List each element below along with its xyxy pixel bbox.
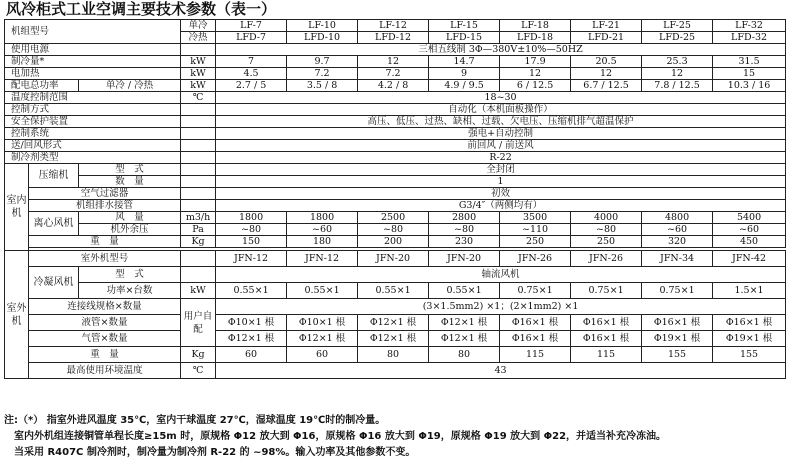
- spec-table: [4, 19, 786, 379]
- model-lf: LF-32: [713, 20, 786, 32]
- cell: 7: [216, 56, 287, 68]
- cell: 12: [642, 68, 713, 80]
- cell: Φ16×1 根: [642, 315, 713, 331]
- cell: 60: [287, 347, 358, 363]
- model-lfd: LFD-10: [287, 32, 358, 44]
- empty-unit: [181, 251, 216, 267]
- cell: 12: [571, 68, 642, 80]
- cell: 9.7: [287, 56, 358, 68]
- cell: 7.2: [287, 68, 358, 80]
- max-temp-value: 43: [216, 363, 786, 379]
- control-mode-label: 控制方式: [5, 104, 181, 116]
- model-lfd: LFD-18: [500, 32, 571, 44]
- cell: Φ12×1 根: [358, 315, 429, 331]
- footnote: 室内外机组连接铜管单程长度≥15m 时，原规格 Φ12 放大到 Φ16，原规格 Φ16 放大到 Φ19，原规格 Φ19 放大到 Φ22，并适当补充冷冻油。: [4, 431, 667, 442]
- cell: 200: [358, 236, 429, 248]
- compressor-qty-value: 1: [216, 176, 786, 188]
- cell: 0.55×1: [287, 283, 358, 299]
- unit: kW: [181, 283, 216, 299]
- cell: 0.75×1: [500, 283, 571, 299]
- cell: 155: [642, 347, 713, 363]
- cell: 0.55×1: [429, 283, 500, 299]
- cell: Φ12×1 根: [429, 331, 500, 347]
- drain-pipe-row: [5, 200, 786, 212]
- cell: 20.5: [571, 56, 642, 68]
- cell: 3500: [500, 212, 571, 224]
- pressure-row: [5, 224, 786, 236]
- total-power-label: 配电总功率: [5, 80, 79, 92]
- outdoor-model-label: 室外机型号: [29, 251, 181, 267]
- cell: JFN-12: [287, 251, 358, 267]
- unit: kW: [181, 80, 216, 92]
- cell: Φ19×1 根: [642, 331, 713, 347]
- airflow-label: 风 量: [79, 212, 181, 224]
- model-lf: LF-18: [500, 20, 571, 32]
- protection-label: 安全保护装置: [5, 116, 181, 128]
- control-system-label: 控制系统: [5, 128, 181, 140]
- condenser-type-label: 型 式: [79, 267, 181, 283]
- cell: JFN-42: [713, 251, 786, 267]
- cell: JFN-20: [358, 251, 429, 267]
- footnotes: [4, 413, 786, 461]
- cable-value: (3×1.5mm2) ×1；(2×1mm2) ×1: [216, 299, 786, 315]
- cell: 7.8 / 12.5: [642, 80, 713, 92]
- model-lf: LF-15: [429, 20, 500, 32]
- cooling-capacity-label: 制冷量*: [5, 56, 181, 68]
- cell: JFN-34: [642, 251, 713, 267]
- cooling-capacity-row: [5, 56, 786, 68]
- refrigerant-value: R-22: [216, 152, 786, 164]
- refrigerant-label: 制冷剂类型: [5, 152, 181, 164]
- compressor-type-value: 全封闭: [216, 164, 786, 176]
- cell: 1.5×1: [713, 283, 786, 299]
- unit: Kg: [181, 347, 216, 363]
- page-title: 风冷柜式工业空调主要技术参数（表一）: [6, 0, 277, 18]
- footnote: 当采用 R407C 制冷剂时，制冷量为制冷剂 R-22 的 ~98%。输入功率及其他参数不变。: [4, 447, 416, 458]
- control-mode-row: [5, 104, 786, 116]
- empty-unit: [181, 44, 216, 56]
- heat-pump-label: 冷热: [181, 32, 216, 44]
- cell: ~60: [642, 224, 713, 236]
- air-filter-row: [5, 188, 786, 200]
- empty-unit: [181, 152, 216, 164]
- cell: 5400: [713, 212, 786, 224]
- cell: 25.3: [642, 56, 713, 68]
- cell: ~80: [429, 224, 500, 236]
- empty-unit: [181, 200, 216, 212]
- empty-unit: [181, 116, 216, 128]
- model-row-lf: [5, 20, 786, 32]
- cell: 320: [642, 236, 713, 248]
- cell: Φ12×1 根: [358, 331, 429, 347]
- cell: JFN-26: [500, 251, 571, 267]
- electric-heating-label: 电加热: [5, 68, 181, 80]
- gas-pipe-row: [5, 331, 786, 347]
- cell: Φ12×1 根: [216, 331, 287, 347]
- cell: 80: [358, 347, 429, 363]
- cell: 4000: [571, 212, 642, 224]
- unit: Kg: [181, 236, 216, 248]
- cell: JFN-20: [429, 251, 500, 267]
- drain-pipe-value: G3/4″（两侧均有）: [216, 200, 786, 212]
- cell: 2.7 / 5: [216, 80, 287, 92]
- unit: kW: [181, 68, 216, 80]
- power-supply-row: [5, 44, 786, 56]
- cell: 60: [216, 347, 287, 363]
- cell: 14.7: [429, 56, 500, 68]
- air-pattern-value: 前回风 / 前送风: [216, 140, 786, 152]
- cell: Φ12×1 根: [429, 315, 500, 331]
- unit: m3/h: [181, 212, 216, 224]
- cell: 17.9: [500, 56, 571, 68]
- compressor-qty-row: [5, 176, 786, 188]
- cell: Φ12×1 根: [287, 331, 358, 347]
- air-filter-label: 空气过滤器: [29, 188, 181, 200]
- fan-label: 离心风机: [29, 212, 79, 236]
- max-temp-label: 最高使用环境温度: [29, 363, 181, 379]
- empty-unit: [181, 140, 216, 152]
- cell: JFN-26: [571, 251, 642, 267]
- cell: Φ16×1 根: [500, 331, 571, 347]
- model-lf: LF-21: [571, 20, 642, 32]
- liquid-pipe-label: 液管×数量: [29, 315, 181, 331]
- cell: 0.55×1: [216, 283, 287, 299]
- model-label: 机组型号: [5, 20, 181, 44]
- footnote: 注:（*） 指室外进风温度 35℃，室内干球温度 27℃，湿球温度 19℃时的制冷量。: [4, 415, 386, 426]
- cell: 0.75×1: [571, 283, 642, 299]
- cell: 1800: [287, 212, 358, 224]
- cell: 115: [571, 347, 642, 363]
- protection-value: 高压、低压、过热、缺相、过载、欠电压、压缩机排气超温保护: [216, 116, 786, 128]
- compressor-label: 压缩机: [29, 164, 79, 188]
- empty-unit: [181, 104, 216, 116]
- cell: 6.7 / 12.5: [571, 80, 642, 92]
- cell: 15: [713, 68, 786, 80]
- cell: 80: [429, 347, 500, 363]
- indoor-label: 室内机: [5, 164, 29, 251]
- cool-only-label: 单冷: [181, 20, 216, 32]
- power-supply-label: 使用电源: [5, 44, 181, 56]
- cell: ~80: [358, 224, 429, 236]
- liquid-pipe-row: [5, 315, 786, 331]
- cell: 0.75×1: [642, 283, 713, 299]
- temp-range-row: [5, 92, 786, 104]
- protection-row: [5, 116, 786, 128]
- cell: 1800: [216, 212, 287, 224]
- condenser-power-label: 功率×台数: [79, 283, 181, 299]
- cell: 180: [287, 236, 358, 248]
- air-pattern-row: [5, 140, 786, 152]
- gas-pipe-label: 气管×数量: [29, 331, 181, 347]
- outdoor-model-row: [5, 251, 786, 267]
- cell: 230: [429, 236, 500, 248]
- cell: 115: [500, 347, 571, 363]
- model-lfd: LFD-32: [713, 32, 786, 44]
- drain-pipe-label: 机组排水接管: [29, 200, 181, 212]
- empty-unit: [181, 176, 216, 188]
- cell: 4.5: [216, 68, 287, 80]
- model-lfd: LFD-25: [642, 32, 713, 44]
- temp-range-label: 温度控制范围: [5, 92, 181, 104]
- cell: 6 / 12.5: [500, 80, 571, 92]
- empty-unit: [181, 128, 216, 140]
- pressure-label: 机外余压: [79, 224, 181, 236]
- cell: 4.9 / 9.5: [429, 80, 500, 92]
- compressor-type-label: 型 式: [79, 164, 181, 176]
- outdoor-weight-label: 重 量: [29, 347, 181, 363]
- cell: 10.3 / 16: [713, 80, 786, 92]
- empty-unit: [181, 164, 216, 176]
- cell: Φ10×1 根: [287, 315, 358, 331]
- cell: ~60: [287, 224, 358, 236]
- cell: 450: [713, 236, 786, 248]
- cell: JFN-12: [216, 251, 287, 267]
- condenser-type-row: [5, 267, 786, 283]
- total-power-sub: 单冷 / 冷热: [79, 80, 181, 92]
- cell: 2500: [358, 212, 429, 224]
- airflow-row: [5, 212, 786, 224]
- control-mode-value: 自动化（本机面板操作）: [216, 104, 786, 116]
- cell: ~60: [713, 224, 786, 236]
- cell: 2800: [429, 212, 500, 224]
- model-lf: LF-10: [287, 20, 358, 32]
- unit: Pa: [181, 224, 216, 236]
- cell: 150: [216, 236, 287, 248]
- refrigerant-row: [5, 152, 786, 164]
- cell: 4800: [642, 212, 713, 224]
- cell: 7.2: [358, 68, 429, 80]
- cell: 250: [571, 236, 642, 248]
- cell: Φ16×1 根: [571, 315, 642, 331]
- outdoor-weight-row: [5, 347, 786, 363]
- condenser-type-value: 轴流风机: [216, 267, 786, 283]
- model-lf: LF-25: [642, 20, 713, 32]
- cell: Φ19×1 根: [713, 331, 786, 347]
- cable-label: 连接线规格×数量: [29, 299, 181, 315]
- unit: kW: [181, 56, 216, 68]
- model-lf: LF-12: [358, 20, 429, 32]
- cell: ~80: [216, 224, 287, 236]
- cell: Φ16×1 根: [571, 331, 642, 347]
- control-system-value: 强电+自动控制: [216, 128, 786, 140]
- user-supplied-label: 用户自配: [181, 299, 216, 347]
- model-lfd: LFD-15: [429, 32, 500, 44]
- max-temp-row: [5, 363, 786, 379]
- empty-unit: [181, 188, 216, 200]
- temp-range-value: 18~30: [216, 92, 786, 104]
- empty-unit: [181, 267, 216, 283]
- air-pattern-label: 送/回风形式: [5, 140, 181, 152]
- model-lfd: LFD-7: [216, 32, 287, 44]
- cell: 12: [358, 56, 429, 68]
- condenser-fan-label: 冷凝风机: [29, 267, 79, 299]
- cell: 31.5: [713, 56, 786, 68]
- total-power-row: [5, 80, 786, 92]
- indoor-weight-label: 重 量: [29, 236, 181, 248]
- cell: 3.5 / 8: [287, 80, 358, 92]
- model-lf: LF-7: [216, 20, 287, 32]
- cable-row: [5, 299, 786, 315]
- power-supply-value: 三相五线制 3Φ—380V±10%—50HZ: [216, 44, 786, 56]
- cell: Φ16×1 根: [713, 315, 786, 331]
- control-system-row: [5, 128, 786, 140]
- cell: Φ10×1 根: [216, 315, 287, 331]
- cell: ~110: [500, 224, 571, 236]
- indoor-weight-row: [5, 236, 786, 248]
- model-lfd: LFD-12: [358, 32, 429, 44]
- cell: ~80: [571, 224, 642, 236]
- cell: Φ16×1 根: [500, 315, 571, 331]
- compressor-qty-label: 数 量: [79, 176, 181, 188]
- cell: 4.2 / 8: [358, 80, 429, 92]
- compressor-type-row: [5, 164, 786, 176]
- cell: 0.55×1: [358, 283, 429, 299]
- air-filter-value: 初效: [216, 188, 786, 200]
- model-lfd: LFD-21: [571, 32, 642, 44]
- unit: ℃: [181, 92, 216, 104]
- cell: 155: [713, 347, 786, 363]
- unit: ℃: [181, 363, 216, 379]
- cell: 250: [500, 236, 571, 248]
- outdoor-label: 室外机: [5, 251, 29, 379]
- cell: 9: [429, 68, 500, 80]
- cell: 12: [500, 68, 571, 80]
- electric-heating-row: [5, 68, 786, 80]
